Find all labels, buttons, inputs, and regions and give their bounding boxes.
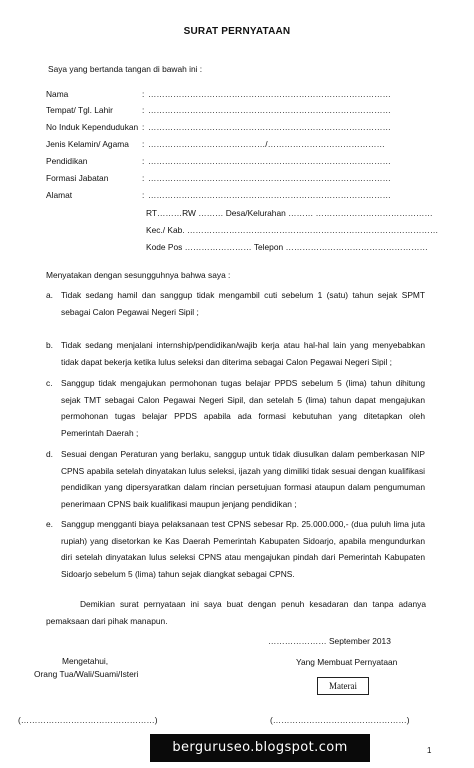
field-label-nik: No Induk Kependudukan bbox=[46, 122, 139, 132]
field-value-formasi-jabatan: …………………………………………………………………………… bbox=[148, 173, 391, 183]
item-text-d: Sesuai dengan Peraturan yang berlaku, sanggup untuk tidak diusulkan dalam pemberkasan NIP CPNS apabila setelah dinyatakan lulus seleksi, ijazah yang dimiliki tidak sesuai dengan kualifikasi pendidikan yang dipersyaratkan dalam rincian persetujuan formasi ataupun dalam pengumuman penerimaan CPNS baik kualifikasi maupun jenjang pendidikan ; bbox=[61, 449, 425, 509]
field-value-jenis-kelamin-agama: ……………………………………/…………………………………… bbox=[148, 139, 385, 149]
field-value-tempat-tgl-lahir: …………………………………………………………………………… bbox=[148, 105, 391, 115]
field-label-alamat: Alamat bbox=[46, 190, 73, 200]
field-colon: : bbox=[142, 122, 145, 132]
field-colon: : bbox=[142, 156, 145, 166]
item-text-c: Sanggup tidak mengajukan permohonan tugas belajar PPDS sebelum 5 (lima) tahun dihitung sejak TMT sebagai Calon Pegawai Negeri Sipil, dan setelah 5 (lima) tahun dapat mengajukan permohonan tugas belajar PPDS apabila ada formasi kebutuhan yang ditetapkan oleh Pemerintah Daerah ; bbox=[61, 378, 425, 438]
item-letter-e: e. bbox=[46, 519, 53, 529]
item-letter-c: c. bbox=[46, 378, 53, 388]
field-label-tempat-tgl-lahir: Tempat/ Tgl. Lahir bbox=[46, 105, 113, 115]
field-colon: : bbox=[142, 105, 145, 115]
right-sign-name-line: (…………………………………………) bbox=[270, 715, 410, 725]
right-sign-line1: Yang Membuat Pernyataan bbox=[296, 657, 398, 667]
field-value-nik: …………………………………………………………………………… bbox=[148, 122, 391, 132]
address-line-kodepos-telepon: Kode Pos …………………… Telepon …………………………………………… bbox=[146, 242, 428, 252]
left-sign-name-line: (…………………………………………) bbox=[18, 715, 158, 725]
item-text-a: Tidak sedang hamil dan sanggup tidak mengambil cuti sebelum 1 (satu) tahun sejak SPMT sebagai Calon Pegawai Negeri Sipil ; bbox=[61, 290, 425, 317]
item-text-b: Tidak sedang menjalani internship/pendidikan/wajib kerja atau hal-hal lain yang menyebabkan tidak dapat bekerja ketika lulus seleksi dan diterima sebagai Calon Pegawai Negeri Sipil ; bbox=[61, 340, 425, 367]
field-value-alamat: …………………………………………………………………………… bbox=[148, 190, 391, 200]
address-line-kec-kab: Kec./ Kab. ……………………………………………………………………………… bbox=[146, 225, 439, 235]
field-label-pendidikan: Pendidikan bbox=[46, 156, 88, 166]
field-colon: : bbox=[142, 89, 145, 99]
intro-text: Saya yang bertanda tangan di bawah ini : bbox=[48, 64, 203, 74]
item-text-e: Sanggup mengganti biaya pelaksanaan test CPNS sebesar Rp. 25.000.000,- (dua puluh lima juta rupiah) yang disetorkan ke Kas Daerah Pemerintah Kabupaten Sidoarjo, apabila mengundurkan diri setelah dinyatakan lulus seleksi CPNS atau mengajukan pindah dari Pemerintah Kabupaten Sidoarjo sebelum 5 (lima) tahun sejak diangkat sebagai CPNS. bbox=[61, 519, 425, 579]
materai-stamp-box: Materai bbox=[317, 677, 369, 695]
left-sign-line2: Orang Tua/Wali/Suami/Isteri bbox=[34, 669, 139, 679]
item-letter-d: d. bbox=[46, 449, 53, 459]
field-label-nama: Nama bbox=[46, 89, 69, 99]
document-title: SURAT PERNYATAAN bbox=[183, 26, 291, 37]
field-colon: : bbox=[142, 173, 145, 183]
closing-statement: Demikian surat pernyataan ini saya buat dengan penuh kesadaran dan tanpa adanya pemaksaan dari pihak manapun. bbox=[46, 599, 426, 626]
field-label-formasi-jabatan: Formasi Jabatan bbox=[46, 173, 109, 183]
watermark-banner: berguruseo.blogspot.com bbox=[150, 734, 370, 762]
statement-intro: Menyatakan dengan sesungguhnya bahwa saya : bbox=[46, 270, 231, 280]
field-colon: : bbox=[142, 190, 145, 200]
address-line-rt-rw: RT………RW ……… Desa/Kelurahan ……… …………………………………… bbox=[146, 208, 433, 218]
left-sign-line1: Mengetahui, bbox=[62, 656, 109, 666]
field-value-pendidikan: …………………………………………………………………………… bbox=[148, 156, 391, 166]
field-colon: : bbox=[142, 139, 145, 149]
field-value-nama: …………………………………………………………………………… bbox=[148, 89, 391, 99]
item-letter-a: a. bbox=[46, 290, 53, 300]
date-line: ………………… September 2013 bbox=[268, 636, 391, 646]
field-label-jenis-kelamin-agama: Jenis Kelamin/ Agama bbox=[46, 139, 129, 149]
page-number: 1 bbox=[427, 746, 432, 755]
item-letter-b: b. bbox=[46, 340, 53, 350]
